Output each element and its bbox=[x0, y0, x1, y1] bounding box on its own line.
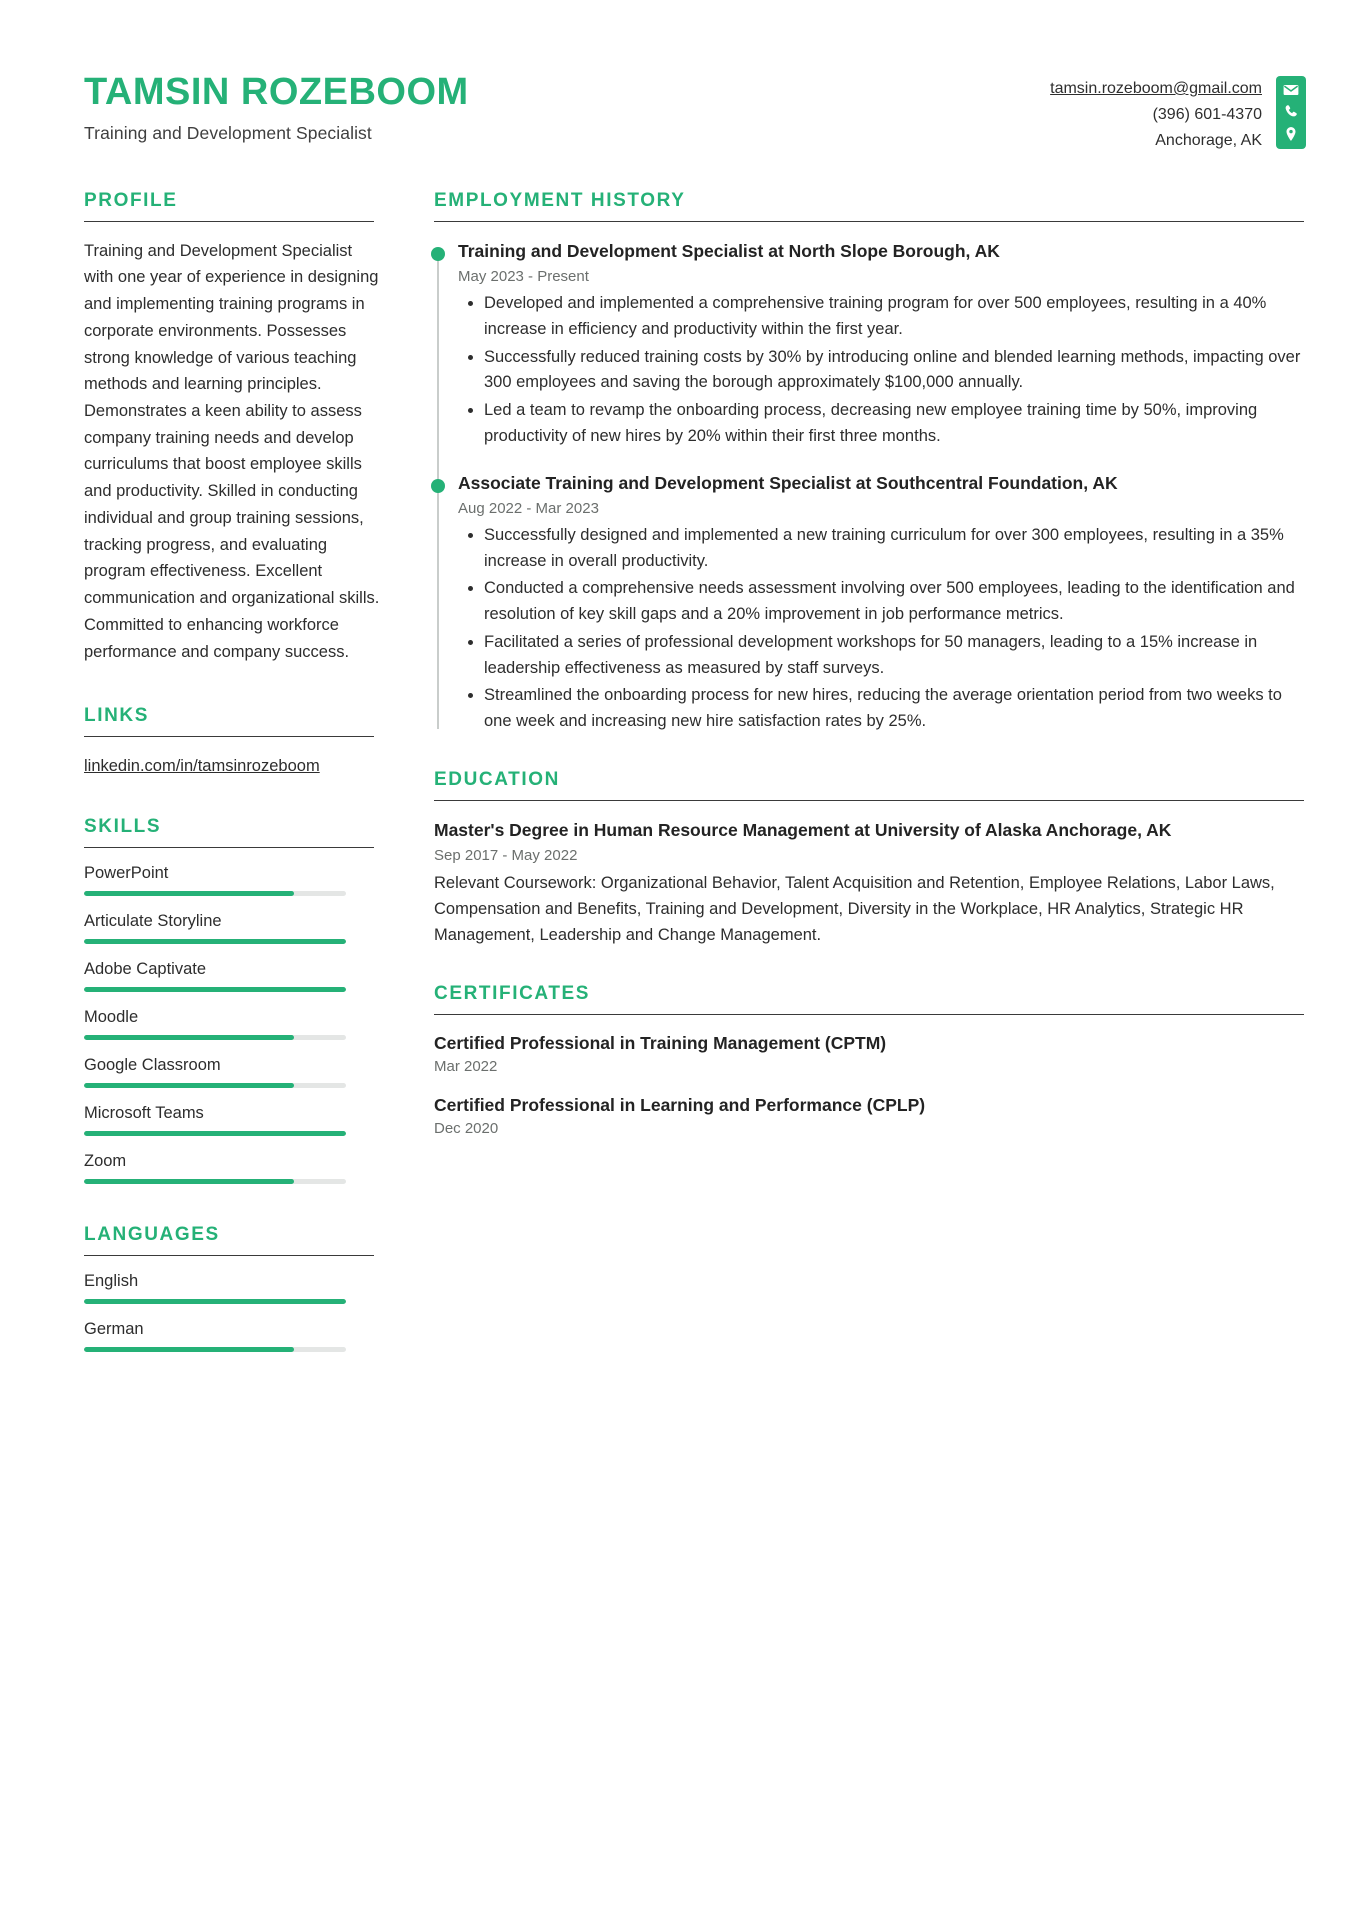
list-item: • Streamlined the onboarding process for new hires, reducing the average orientation period from two weeks to one week and increasing new hire satisfaction rates by 25%. bbox=[484, 683, 1304, 734]
employment-entry bbox=[434, 472, 1304, 735]
certificate-date: Mar 2022 bbox=[434, 1057, 498, 1075]
contact-location: Anchorage, AK bbox=[1155, 131, 1262, 149]
phone-icon bbox=[1283, 104, 1299, 120]
header-identity bbox=[84, 72, 469, 144]
skill-label: PowerPoint bbox=[84, 864, 169, 883]
section-heading-languages: LANGUAGES bbox=[84, 1224, 220, 1246]
list-item: • Successfully designed and implemented a new training curriculum for over 300 employees, resulting in a 35% increase in overall productivity. bbox=[484, 523, 1304, 574]
language-level-fill bbox=[84, 1347, 294, 1352]
section-heading-certificates: CERTIFICATES bbox=[434, 982, 591, 1004]
language-level-fill bbox=[84, 1299, 346, 1304]
language-label: German bbox=[84, 1320, 144, 1339]
section-heading-employment: EMPLOYMENT HISTORY bbox=[434, 189, 686, 211]
skill-label: Moodle bbox=[84, 1008, 139, 1027]
page-title: TAMSIN ROZEBOOM bbox=[84, 71, 469, 113]
divider bbox=[434, 800, 1304, 801]
skill-level-bar bbox=[84, 1035, 346, 1040]
job-bullets bbox=[458, 291, 1304, 449]
skill-level-fill bbox=[84, 891, 294, 896]
envelope-icon bbox=[1283, 82, 1299, 98]
skill-level-fill bbox=[84, 939, 346, 944]
section-heading-links: LINKS bbox=[84, 705, 149, 727]
list-item bbox=[84, 1104, 372, 1136]
section-employment bbox=[434, 190, 1304, 735]
list-item bbox=[84, 1320, 372, 1352]
header-job-title: Training and Development Specialist bbox=[84, 122, 372, 143]
list-item: • Successfully reduced training costs by 30% by introducing online and blended learning methods, impacting over 300 employees and saving the borough approximately $100,000 annually. bbox=[484, 345, 1304, 396]
language-label: English bbox=[84, 1272, 139, 1291]
divider bbox=[84, 847, 374, 848]
skill-level-fill bbox=[84, 1131, 346, 1136]
employment-timeline bbox=[434, 240, 1304, 735]
resume-body bbox=[0, 154, 1366, 1353]
contact-phone: (396) 601-4370 bbox=[1152, 105, 1262, 123]
link-item-linkedin[interactable]: linkedin.com/in/tamsinrozeboom bbox=[84, 757, 320, 776]
section-links bbox=[84, 705, 372, 776]
skill-level-bar bbox=[84, 891, 346, 896]
resume-header bbox=[0, 0, 1366, 154]
list-item bbox=[84, 1152, 372, 1184]
education-entry bbox=[434, 819, 1304, 949]
list-item bbox=[84, 960, 372, 992]
skill-label: Google Classroom bbox=[84, 1056, 221, 1075]
education-date: Sep 2017 - May 2022 bbox=[434, 847, 578, 865]
list-item: • Developed and implemented a comprehensive training program for over 500 employees, resulting in a 40% increase in efficiency and productivity within the first year. bbox=[484, 291, 1304, 342]
divider bbox=[434, 1014, 1304, 1015]
certificate-entry bbox=[434, 1033, 1304, 1075]
map-pin-icon bbox=[1283, 126, 1299, 142]
list-item bbox=[84, 1056, 372, 1088]
skill-level-bar bbox=[84, 987, 346, 992]
certificate-title: Certified Professional in Learning and Performance (CPLP) bbox=[434, 1094, 926, 1115]
contact-email-row bbox=[1050, 76, 1262, 102]
profile-text: Training and Development Specialist with one year of experience in designing and implementing training programs in corporate environments. Possesses strong knowledge of various teaching methods and learning principles. Demonstrates a keen ability to assess company training needs and develop curriculums that boost employee skills and productivity. Skilled in conducting individual and group training sessions, tracking progress, and evaluating program effectiveness. Excellent communication and organizational skills. Committed to enhancing workforce performance and company success. bbox=[84, 241, 380, 661]
section-languages bbox=[84, 1224, 372, 1352]
section-heading-skills: SKILLS bbox=[84, 816, 162, 838]
links-list bbox=[84, 757, 372, 776]
skill-label: Adobe Captivate bbox=[84, 960, 207, 979]
divider bbox=[434, 221, 1304, 222]
section-education bbox=[434, 769, 1304, 949]
certificate-title: Certified Professional in Training Management (CPTM) bbox=[434, 1032, 887, 1053]
sidebar-column bbox=[0, 189, 380, 1353]
education-description: Relevant Coursework: Organizational Behavior, Talent Acquisition and Retention, Employee Relations, Labor Laws, Compensation and Benefits, Training and Development, Diversity in the Workplace, HR Analytics, Strategic HR Management, Leadership and Change Management. bbox=[434, 874, 1275, 944]
contact-block bbox=[1050, 76, 1306, 154]
list-item: • Facilitated a series of professional development workshops for 50 managers, leading to a 15% increase in leadership effectiveness as measured by staff surveys. bbox=[484, 630, 1304, 681]
section-heading-education: EDUCATION bbox=[434, 768, 560, 790]
skill-level-bar bbox=[84, 939, 346, 944]
education-title: Master's Degree in Human Resource Management at University of Alaska Anchorage, AK bbox=[434, 819, 1172, 840]
skill-level-fill bbox=[84, 1035, 294, 1040]
contact-icon-column bbox=[1276, 76, 1306, 149]
job-title: Associate Training and Development Specialist at Southcentral Foundation, AK bbox=[458, 472, 1118, 493]
skill-level-fill bbox=[84, 1083, 294, 1088]
employment-entry bbox=[434, 240, 1304, 450]
timeline-dot-icon bbox=[431, 479, 445, 493]
divider bbox=[84, 1255, 374, 1256]
language-level-bar bbox=[84, 1299, 346, 1304]
skill-label: Zoom bbox=[84, 1152, 127, 1171]
list-item bbox=[84, 1272, 372, 1304]
job-bullets bbox=[458, 523, 1304, 735]
section-certificates bbox=[434, 983, 1304, 1137]
contact-email-link[interactable]: tamsin.rozeboom@gmail.com bbox=[1050, 80, 1262, 97]
list-item bbox=[84, 912, 372, 944]
timeline-dot-icon bbox=[431, 247, 445, 261]
list-item bbox=[84, 864, 372, 896]
contact-lines bbox=[1050, 76, 1276, 154]
main-column bbox=[372, 190, 1366, 1353]
divider bbox=[84, 736, 374, 737]
section-profile bbox=[84, 189, 380, 666]
list-item: • Conducted a comprehensive needs assessment involving over 500 employees, leading to the identification and resolution of key skill gaps and a 20% improvement in job performance metrics. bbox=[484, 576, 1304, 627]
certificate-entry bbox=[434, 1095, 1304, 1137]
skill-level-fill bbox=[84, 987, 346, 992]
skill-level-bar bbox=[84, 1179, 346, 1184]
list-item bbox=[84, 1008, 372, 1040]
section-heading-profile: PROFILE bbox=[84, 189, 178, 211]
job-date: May 2023 - Present bbox=[458, 268, 589, 286]
skill-level-bar bbox=[84, 1083, 346, 1088]
list-item: • Led a team to revamp the onboarding process, decreasing new employee training time by 50%, improving productivity of new hires by 20% within their first three months. bbox=[484, 398, 1304, 449]
divider bbox=[84, 221, 374, 222]
job-title: Training and Development Specialist at North Slope Borough, AK bbox=[458, 240, 1000, 261]
skill-level-fill bbox=[84, 1179, 294, 1184]
section-skills bbox=[84, 816, 372, 1184]
skill-label: Microsoft Teams bbox=[84, 1104, 204, 1123]
certificate-date: Dec 2020 bbox=[434, 1119, 499, 1137]
skill-level-bar bbox=[84, 1131, 346, 1136]
language-level-bar bbox=[84, 1347, 346, 1352]
job-date: Aug 2022 - Mar 2023 bbox=[458, 500, 599, 517]
skill-label: Articulate Storyline bbox=[84, 912, 222, 931]
